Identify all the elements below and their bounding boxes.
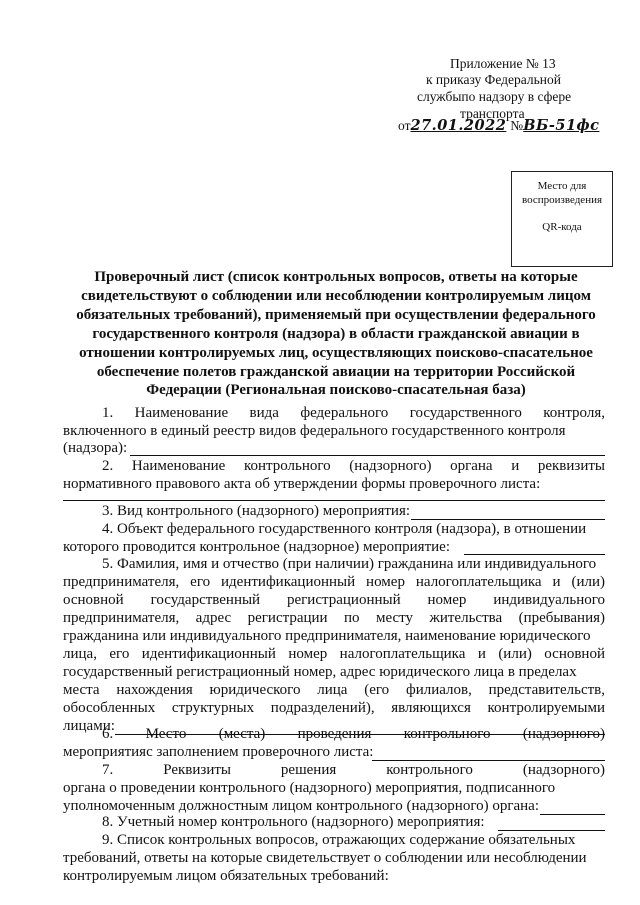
title-line: Проверочный лист (список контрольных вопросов, ответы на которые	[94, 269, 578, 285]
item-5-line: 5. Фамилия, имя и отчество (при наличии) гражданина или индивидуального	[102, 556, 597, 572]
appendix-service-line: службыпо надзору в сфере	[417, 89, 572, 104]
item-3-line: 3. Вид контрольного (надзорного) мероприятия:	[102, 503, 411, 519]
item-9-line: 9. Список контрольных вопросов, отражающих содержание обязательных	[102, 832, 576, 848]
item-7-line: органа о проведении контрольного (надзорного) мероприятия, подписанного	[63, 780, 556, 796]
item-8-line: 8. Учетный номер контрольного (надзорного) мероприятия:	[102, 814, 485, 830]
appendix-order-line: к приказу Федеральной	[426, 72, 561, 87]
qr-box-label-1: Место для	[537, 180, 587, 192]
number-prefix: №	[510, 118, 524, 133]
item-6-line: мероприятияс заполнением проверочного листа:	[63, 744, 374, 760]
qr-code-placeholder	[511, 171, 613, 267]
item-5-line: основной государственный регистрационный номер индивидуального	[63, 592, 605, 608]
title-line: обязательных требований), применяемый при осуществлении федерального	[76, 306, 596, 323]
item-7-line: уполномоченным должностным лицом контрольного (надзорного) органа:	[63, 798, 540, 814]
item-1-fill-line[interactable]	[130, 455, 605, 456]
item-9-line: контролируемым лицом обязательных требований:	[63, 868, 389, 884]
item-8-fill-line[interactable]	[498, 830, 605, 831]
appendix-transport-line: транспорта	[460, 106, 525, 121]
item-1-line: 1. Наименование вида федерального государственного контроля,	[102, 405, 605, 421]
handwritten-number: ВБ-51фс	[523, 117, 600, 134]
item-6-fill-line[interactable]	[372, 760, 605, 761]
item-3-fill-line[interactable]	[411, 519, 605, 520]
item-5-line: места нахождения юридического лица (его филиалов, представительств,	[63, 682, 605, 698]
item-5-line: лицами:	[63, 718, 115, 734]
handwritten-date: 27.01.2022	[410, 117, 507, 134]
qr-box-label-3: QR-кода	[542, 221, 582, 233]
title-line: отношении контролируемых лиц, осуществляющих поисково-спасательное	[79, 344, 593, 361]
appendix-number: Приложение № 13	[450, 56, 556, 71]
item-4-line: 4. Объект федерального государственного контроля (надзора), в отношении	[102, 521, 587, 537]
item-5-line: предпринимателя, адрес регистрации по месту жительства (пребывания)	[63, 610, 605, 626]
item-5-line: гражданина или индивидуального предпринимателя, наименование юридического	[63, 628, 591, 644]
item-5-line: государственный регистрационный номер, адрес юридического лица в пределах	[63, 664, 577, 680]
title-line: Федерации (Региональная поисково-спасательная база)	[146, 382, 526, 399]
item-2-fill-line[interactable]	[63, 500, 605, 501]
item-9-line: требований, ответы на которые свидетельствует о соблюдении или несоблюдении	[63, 850, 587, 866]
qr-box-label-2: воспроизведения	[521, 194, 603, 206]
item-1-line: включенного в единый реестр видов федерального государственного контроля	[63, 423, 566, 439]
item-2-line: нормативного правового акта об утверждении формы проверочного листа:	[63, 476, 541, 492]
item-5-line: предпринимателя, его идентификационный номер налогоплательщика и (или)	[63, 574, 605, 590]
item-5-line: лица, его идентификационный номер налогоплательщика и (или) основной	[63, 646, 605, 662]
document-title	[66, 268, 606, 400]
title-line: свидетельствуют о соблюдении или несоблюдении контролируемым лицом	[81, 287, 591, 304]
item-6-line: 6. Место (места) проведения контрольного (надзорного)	[102, 726, 605, 742]
item-1-line: (надзора):	[63, 440, 128, 456]
item-2-line: 2. Наименование контрольного (надзорного) органа и реквизиты	[102, 458, 605, 474]
date-prefix: от	[398, 118, 411, 133]
title-line: государственного контроля (надзора) в области гражданской авиации в	[92, 325, 580, 342]
item-4-fill-line[interactable]	[464, 554, 605, 555]
order-date-number	[398, 117, 599, 139]
item-7-fill-line[interactable]	[540, 814, 605, 815]
item-7-line: 7. Реквизиты решения контрольного (надзорного)	[102, 762, 605, 778]
item-4-line: которого проводится контрольное (надзорное) мероприятие:	[63, 539, 450, 555]
item-5-line: обособленных структурных подразделений), являющихся контролируемыми	[63, 700, 605, 716]
title-line: обеспечение полетов гражданской авиации на территории Российской	[96, 363, 576, 380]
